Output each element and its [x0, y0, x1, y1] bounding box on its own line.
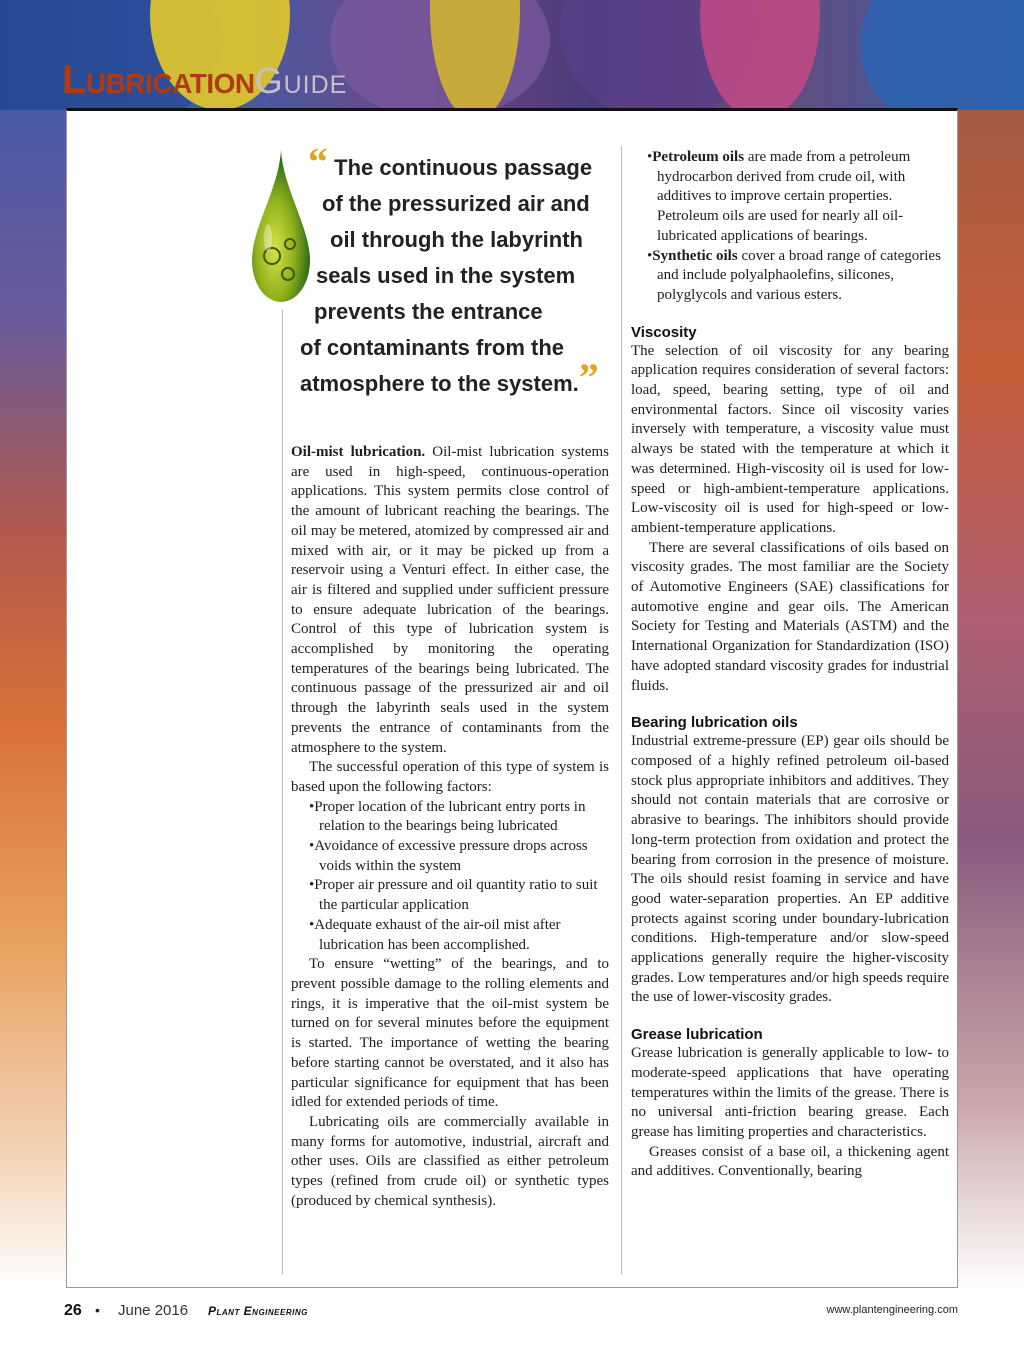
viscosity-paragraph-2: There are several classifications of oils based on viscosity grades. The most familiar are the Society of Automotive Engineers (SAE) classifications for automotive engine and gear oils. The American Society for Testing and Materials (ASTM) and the International Organization for Standardization (ISO) have adopted standard viscosity grades for industrial fluids.	[631, 539, 949, 694]
list-item: • Synthetic oils cover a broad range of categories and include polyalphaolefins, silicones, polyglycols and various esters.	[631, 247, 949, 306]
issue-date: June 2016	[118, 1302, 189, 1319]
left-border-art	[0, 110, 66, 1290]
wetting-paragraph: To ensure “wetting” of the bearings, and to prevent possible damage to the rolling elements and rings, it is imperative that the oil-mist system be turned on for several minutes before the equipment is started. The importance of wetting the bearing before starting cannot be overstated, and it also has particular significance for equipment that has been idled for extended periods of time.	[291, 956, 609, 1111]
oil-mist-body: Oil-mist lubrication systems are used in high-speed, continuous-operation applications. This system permits close control of the amount of lubricant reaching the bearings. The oil may be metered, atomized by compressed air and mixed with air, or it may be picked up from a reservoir using a Venturi effect. In either case, the air is filtered and supplied under sufficient pressure to ensure adequate lubrication of the bearings. Control of this type of lubrication system is accomplished by monitoring the operating temperatures of the bearings being lubricated. The continuous passage of the pressurized air and oil through the labyrinth seals used in the system prevents the entrance of contaminants from the atmosphere to the system.	[291, 444, 609, 756]
pull-quote-text: atmosphere to the system.	[300, 371, 579, 396]
petroleum-oils-term: Petroleum oils	[652, 149, 745, 165]
list-item: • Proper location of the lubricant entry ports in relation to the bearings being lubricated	[291, 798, 609, 837]
open-quote-mark: “	[308, 139, 328, 184]
factors-intro: The successful operation of this type of system is based upon the following factors:	[291, 759, 609, 795]
page-number: 26	[64, 1302, 82, 1319]
pull-quote-line	[296, 258, 616, 294]
magazine-name: Plant Engineering	[208, 1304, 308, 1318]
list-item: • Proper air pressure and oil quantity ratio to suit the particular application	[291, 876, 609, 915]
grease-paragraph-1: Grease lubrication is generally applicable to low- to moderate-speed applications that have operating temperatures within the limits of the grease. There is no universal anti-friction bearing grease. Each grease has limiting properties and characteristics.	[631, 1045, 949, 1140]
pull-quote-line	[296, 294, 616, 330]
pull-quote-line	[296, 222, 616, 258]
pull-quote-text: prevents the entrance	[314, 299, 543, 324]
oil-mist-paragraph	[291, 443, 609, 758]
list-item: • Adequate exhaust of the air-oil mist after lubrication has been accomplished.	[291, 916, 609, 955]
right-border-art	[958, 110, 1024, 1290]
lubricating-oils-paragraph: Lubricating oils are commercially available in many forms for automotive, industrial, aircraft and other uses. Oils are classified as either petroleum types (refined from crude oil) or synthetic types (produced by chemical synthesis).	[291, 1113, 609, 1209]
close-quote-mark: ”	[578, 355, 599, 400]
section-title	[62, 58, 347, 103]
grease-paragraph-2: Greases consist of a base oil, a thickening agent and additives. Conventionally, bearing	[631, 1143, 949, 1180]
right-text-column	[631, 148, 949, 1182]
column-divider	[621, 146, 622, 1274]
pull-quote-text: seals used in the system	[316, 263, 576, 288]
website-link[interactable]: www.plantengineering.com	[826, 1304, 958, 1316]
section-title-bold: Lubrication	[62, 58, 255, 102]
pull-quote-line	[296, 186, 616, 222]
pull-quote	[296, 139, 616, 402]
oil-types-list	[631, 148, 949, 306]
synthetic-oils-term: Synthetic oils	[652, 247, 738, 264]
factors-list	[291, 798, 609, 956]
footer-separator: •	[95, 1302, 100, 1318]
pull-quote-text: oil through the labyrinth	[330, 227, 583, 252]
quote-divider	[282, 310, 283, 1274]
bearing-oils-paragraph: Industrial extreme-pressure (EP) gear oils should be composed of a highly refined petroleum oil-based stock plus appropriate inhibitors and additives. They should not contain materials that are corrosive or abrasive to bearings. The inhibitors should provide long-term protection from oxidation and protect the bearing from corrosion in the presence of moisture. The oils should resist foaming in service and have good water-separation properties. An EP additive protects against scoring under boundary-lubrication conditions. High-temperature and/or slow-speed applications generally require the higher-viscosity grades. Low temperatures and/or high speeds require the use of lower-viscosity grades.	[631, 733, 949, 1006]
pull-quote-line	[296, 355, 616, 402]
pull-quote-text: The continuous passage	[334, 155, 593, 180]
bearing-oils-heading: Bearing lubrication oils	[631, 714, 798, 732]
section-title-light: Guide	[254, 60, 348, 101]
page-footer	[0, 1300, 1024, 1326]
left-text-column	[291, 443, 609, 1211]
list-item: • Avoidance of excessive pressure drops across voids within the system	[291, 837, 609, 876]
grease-heading: Grease lubrication	[631, 1026, 763, 1044]
pull-quote-text: of contaminants from the	[300, 335, 565, 360]
pull-quote-line	[296, 139, 616, 186]
oil-mist-heading: Oil-mist lubrication.	[291, 444, 426, 460]
pull-quote-text: of the pressurized air and	[322, 191, 590, 216]
pull-quote-line	[296, 330, 616, 366]
viscosity-paragraph-1: The selection of oil viscosity for any bearing application requires consideration of several factors: load, speed, bearing setting, type of oil and environmental factors. Since oil viscosity varies inversely with temperature, a viscosity value must always be stated with the temperature at which it was determined. High-viscosity oil is used for low-speed or high-ambient-temperature applications. Low-viscosity oil is used for high-speed or low-ambient-temperature applications.	[631, 342, 949, 536]
list-item: • Petroleum oils are made from a petroleum hydrocarbon derived from crude oil, with additives to improve certain properties. Petroleum oils are used for nearly all oil-lubricated applications of bearings.	[631, 148, 949, 247]
viscosity-heading: Viscosity	[631, 323, 697, 341]
